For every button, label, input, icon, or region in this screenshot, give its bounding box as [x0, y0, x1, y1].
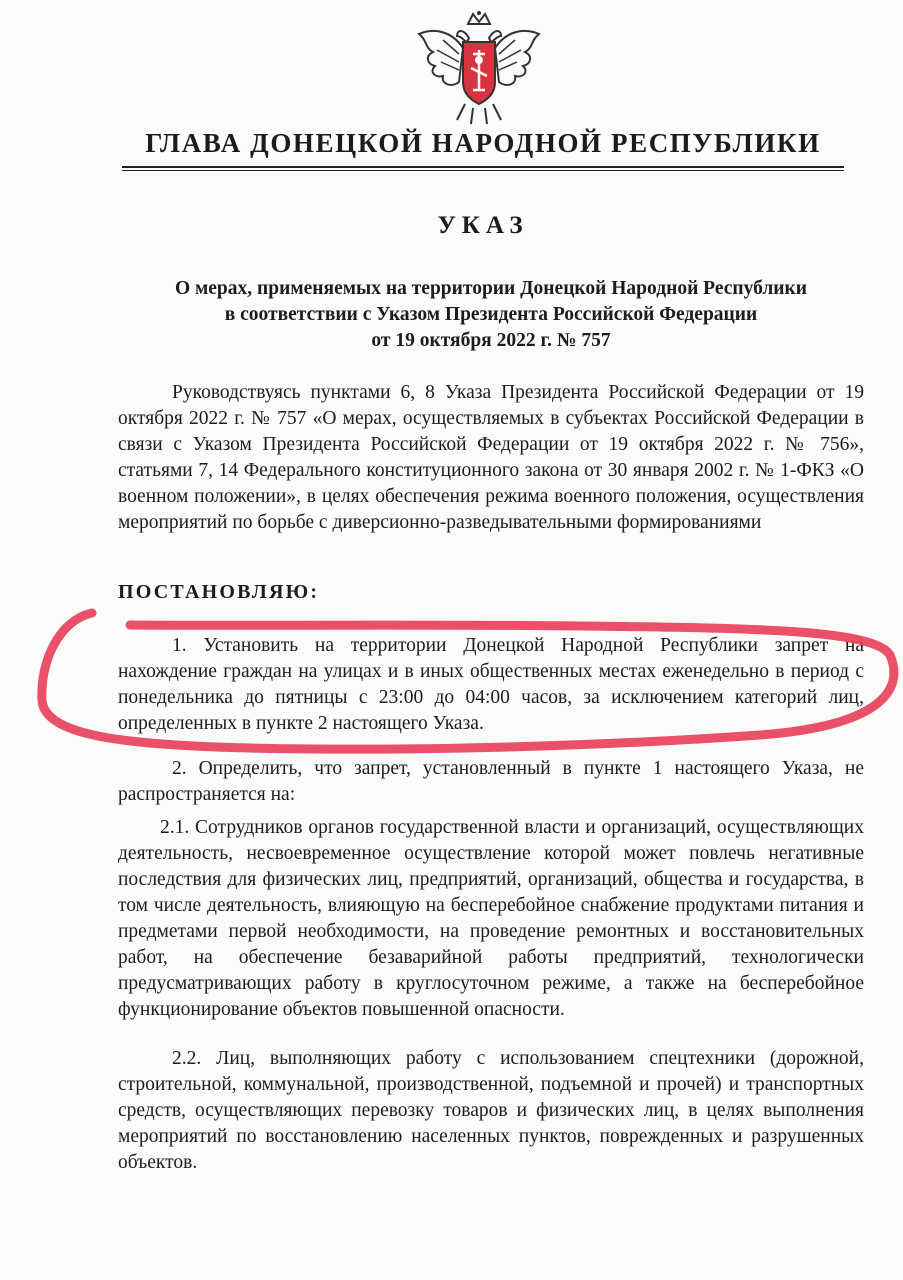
clause-2-2: 2.2. Лиц, выполняющих работу с использованием спецтехники (дорожной, строительной, коммунальной, производственной, подъемной и прочей) и транспортных средств, осуществляющих перевозку товаров и физических лиц, в целях выполнения мероприятий по восстановлению населенных пунктов, поврежденных и разрушенных объектов.: [118, 1048, 864, 1173]
header-rule-thick: [122, 166, 844, 168]
document-type: УКАЗ: [437, 212, 529, 239]
subject-line: в соответствии с Указом Президента Российской Федерации: [224, 304, 758, 325]
header-rule-thin: [122, 170, 844, 171]
preamble-paragraph: Руководствуясь пунктами 6, 8 Указа Президента Российской Федерации от 19 октября 2022 г. № 757 «О мерах, осуществляемых в субъектах Российской Федерации в связи с Указом Президента Российской Федерации от 19 октября 2022 г. № 756», статьями 7, 14 Федерального конституционного закона от 30 января 2002 г. № 1-ФКЗ «О военном положении», в целях обеспечения режима военного положения, осуществления мероприятий по борьбе с диверсионно-разведывательными формированиями: [118, 382, 864, 533]
dpr-coat-of-arms-icon: [413, 10, 545, 128]
decree-subject: [118, 276, 864, 354]
subject-line: О мерах, применяемых на территории Донецкой Народной Республики: [174, 278, 808, 299]
decree-heading: ПОСТАНОВЛЯЮ:: [118, 581, 320, 603]
clause-2-1: 2.1. Сотрудников органов государственной власти и организаций, осуществляющих деятельность, несвоевременное осуществление которой может повлечь негативные последствия для физических лиц, предприятий, организаций, общества и государства, в том числе деятельность, влияющую на бесперебойное снабжение продуктами питания и предметами первой необходимости, на проведение ремонтных и восстановительных работ, на обеспечение безаварийной работы предприятий, технологически предусматривающих работу в круглосуточном режиме, а также на бесперебойное функционирование объектов повышенной опасности.: [118, 817, 864, 1020]
subject-line: от 19 октября 2022 г. № 757: [371, 330, 611, 351]
issuer-title: ГЛАВА ДОНЕЦКОЙ НАРОДНОЙ РЕСПУБЛИКИ: [145, 128, 821, 158]
clause-2: 2. Определить, что запрет, установленный в пункте 1 настоящего Указа, не распространяется на:: [118, 758, 864, 805]
clause-1: 1. Установить на территории Донецкой Народной Республики запрет на нахождение граждан на улицах и в иных общественных местах еженедельно в период с понедельника до пятницы с 23:00 до 04:00 часов, за исключением категорий лиц, определенных в пункте 2 настоящего Указа.: [118, 635, 864, 734]
